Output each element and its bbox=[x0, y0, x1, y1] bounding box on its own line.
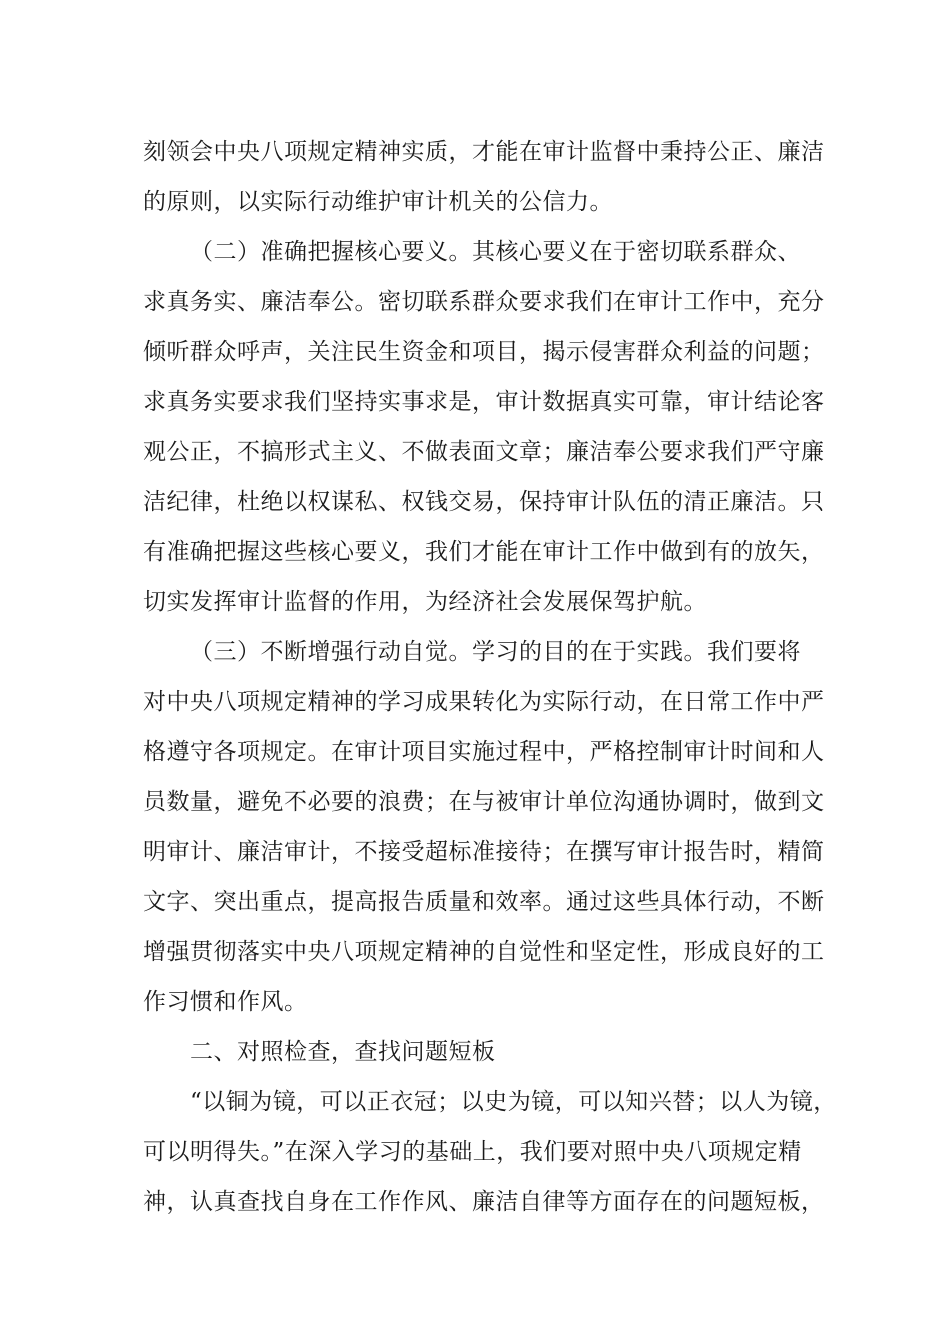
text-line: 可以明得失。”在深入学习的基础上，我们要对照中央八项规定精 bbox=[143, 1139, 802, 1165]
section-heading-2: （二）准确把握核心要义。其核心要义在于密切联系群众、 bbox=[190, 239, 801, 265]
chapter-heading: 二、对照检查，查找问题短板 bbox=[190, 1039, 496, 1065]
text-line: 观公正，不搞形式主义、不做表面文章；廉洁奉公要求我们严守廉 bbox=[143, 439, 825, 465]
text-line: 增强贯彻落实中央八项规定精神的自觉性和坚定性，形成良好的工 bbox=[143, 939, 825, 965]
text-line: 求真务实要求我们坚持实事求是，审计数据真实可靠，审计结论客 bbox=[143, 389, 825, 415]
text-line: 文字、突出重点，提高报告质量和效率。通过这些具体行动，不断 bbox=[143, 889, 825, 915]
text-line: 切实发挥审计监督的作用，为经济社会发展保驾护航。 bbox=[143, 589, 707, 615]
text-line: 神，认真查找自身在工作作风、廉洁自律等方面存在的问题短板， bbox=[143, 1189, 825, 1215]
section-heading-3: （三）不断增强行动自觉。学习的目的在于实践。我们要将 bbox=[190, 639, 801, 665]
text-line: 有准确把握这些核心要义，我们才能在审计工作中做到有的放矢， bbox=[143, 539, 825, 565]
text-line: 对中央八项规定精神的学习成果转化为实际行动，在日常工作中严 bbox=[143, 689, 825, 715]
text-line: 倾听群众呼声，关注民生资金和项目，揭示侵害群众利益的问题； bbox=[143, 339, 825, 365]
text-line: 作习惯和作风。 bbox=[143, 989, 308, 1015]
text-line: 刻领会中央八项规定精神实质，才能在审计监督中秉持公正、廉洁 bbox=[143, 139, 825, 165]
text-line: 明审计、廉洁审计，不接受超标准接待；在撰写审计报告时，精简 bbox=[143, 839, 825, 865]
text-line: 洁纪律，杜绝以权谋私、权钱交易，保持审计队伍的清正廉洁。只 bbox=[143, 489, 825, 515]
text-line: 求真务实、廉洁奉公。密切联系群众要求我们在审计工作中，充分 bbox=[143, 289, 825, 315]
text-line: 格遵守各项规定。在审计项目实施过程中，严格控制审计时间和人 bbox=[143, 739, 825, 765]
quote-line: “以铜为镜，可以正衣冠；以史为镜，可以知兴替；以人为镜， bbox=[190, 1089, 837, 1115]
text-line: 的原则，以实际行动维护审计机关的公信力。 bbox=[143, 189, 613, 215]
text-line: 员数量，避免不必要的浪费；在与被审计单位沟通协调时，做到文 bbox=[143, 789, 825, 815]
